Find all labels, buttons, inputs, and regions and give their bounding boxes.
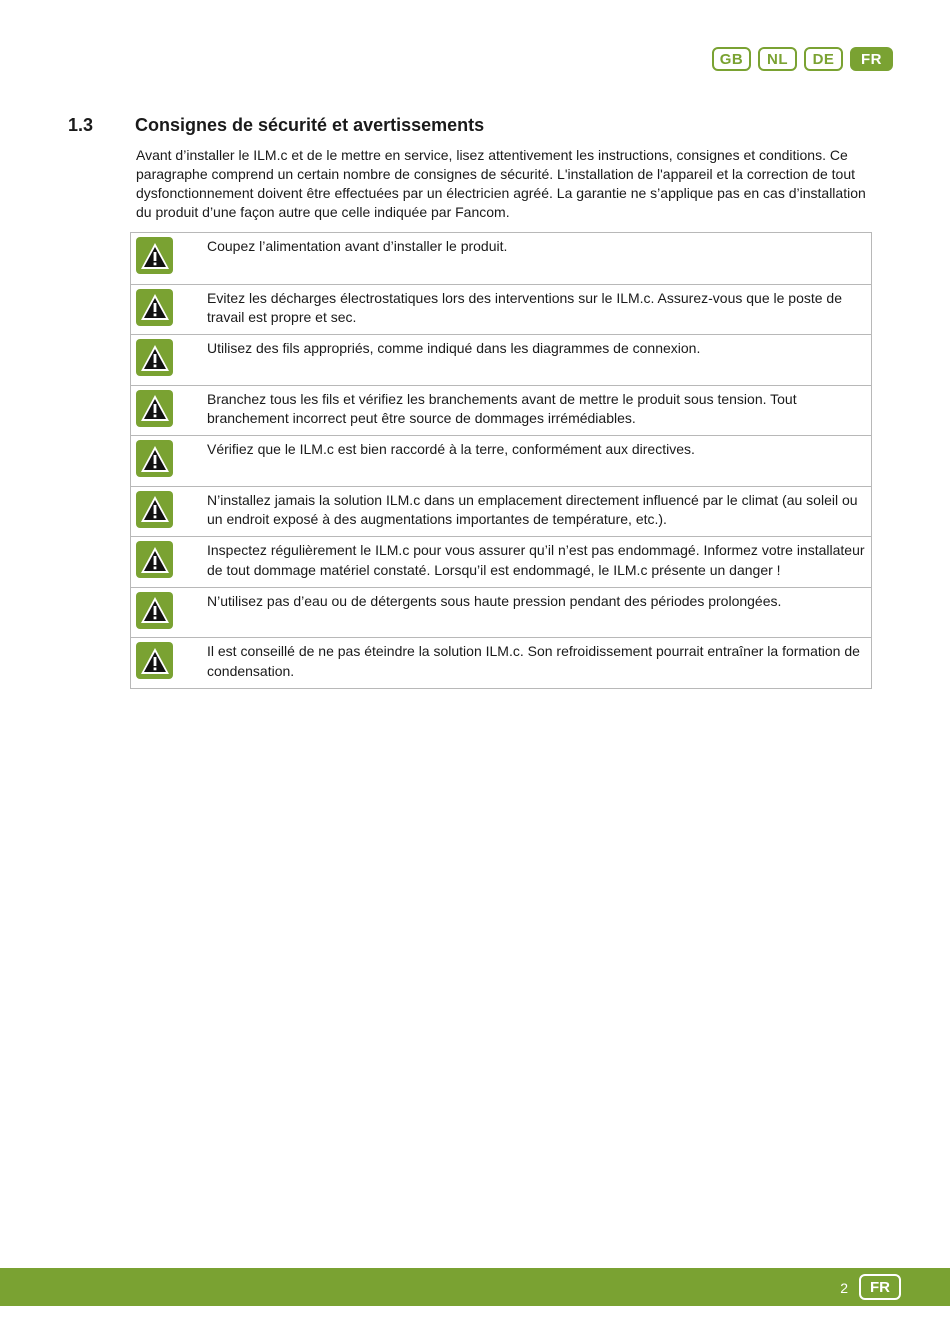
warning-text: Inspectez régulièrement le ILM.c pour vous assurer qu’il n’est pas endommagé. Informez votre installateur de tout dommage matériel constaté. Lorsqu’il est endommagé, le ILM.c présente un danger ! — [207, 542, 865, 578]
warning-row — [131, 385, 871, 436]
section-title: Consignes de sécurité et avertissements — [135, 115, 485, 135]
warning-text: N’installez jamais la solution ILM.c dans un emplacement directement influencé par le climat (au soleil ou un endroit exposé à des augmentations importantes de température, etc.). — [207, 491, 858, 527]
intro-paragraph: Avant d’installer le ILM.c et de le mettre en service, lisez attentivement les instructions, consignes et conditions. Ce paragraphe comprend un certain nombre de consignes de sécurité. L'installation de l'appareil et la correction de tout dysfonctionnement doivent être effectuées par un électricien agréé. La garantie ne s’applique pas en cas d’installation du produit d’une façon autre que celle indiquée par Fancom. — [136, 147, 866, 220]
warning-triangle-icon — [136, 339, 173, 376]
warning-triangle-icon — [136, 592, 173, 629]
warning-row — [131, 637, 871, 688]
lang-tab-gb[interactable]: GB — [712, 47, 751, 71]
section-number: 1.3 — [68, 115, 94, 135]
footer-bar — [0, 1268, 950, 1306]
warning-row — [131, 233, 871, 284]
warning-text: Coupez l’alimentation avant d’installer le produit. — [207, 238, 508, 254]
lang-tab-fr[interactable]: FR — [850, 47, 893, 71]
warnings-table — [130, 232, 872, 689]
warning-text: Branchez tous les fils et vérifiez les branchements avant de mettre le produit sous tension. Tout branchement incorrect peut être source de dommages irrémédiables. — [207, 390, 797, 426]
warning-text: Utilisez des fils appropriés, comme indiqué dans les diagrammes de connexion. — [207, 340, 701, 356]
warning-row — [131, 486, 871, 537]
warning-triangle-icon — [136, 541, 173, 578]
warning-text: N’utilisez pas d’eau ou de détergents sous haute pression pendant des périodes prolongées. — [207, 592, 782, 609]
page-number: 2 — [840, 1280, 848, 1296]
warning-text: Il est conseillé de ne pas éteindre la solution ILM.c. Son refroidissement pourrait entraîner la formation de condensation. — [207, 643, 860, 679]
warning-row — [131, 435, 871, 486]
warning-row — [131, 536, 871, 587]
language-tabs — [712, 47, 893, 71]
warning-text: Evitez les décharges électrostatiques lors des interventions sur le ILM.c. Assurez-vous que le poste de travail est propre et sec. — [207, 289, 842, 325]
warning-row — [131, 334, 871, 385]
warning-row — [131, 587, 871, 638]
lang-tab-de[interactable]: DE — [804, 47, 843, 71]
warning-text: Vérifiez que le ILM.c est bien raccordé à la terre, conformément aux directives. — [207, 441, 695, 457]
warning-triangle-icon — [136, 642, 173, 679]
warning-triangle-icon — [136, 237, 173, 274]
warning-triangle-icon — [136, 390, 173, 427]
warning-triangle-icon — [136, 289, 173, 326]
warning-triangle-icon — [136, 440, 173, 477]
section-heading — [68, 115, 484, 136]
warning-row — [131, 284, 871, 335]
lang-tab-nl[interactable]: NL — [758, 47, 797, 71]
footer-language-badge: FR — [859, 1274, 901, 1300]
warning-triangle-icon — [136, 491, 173, 528]
